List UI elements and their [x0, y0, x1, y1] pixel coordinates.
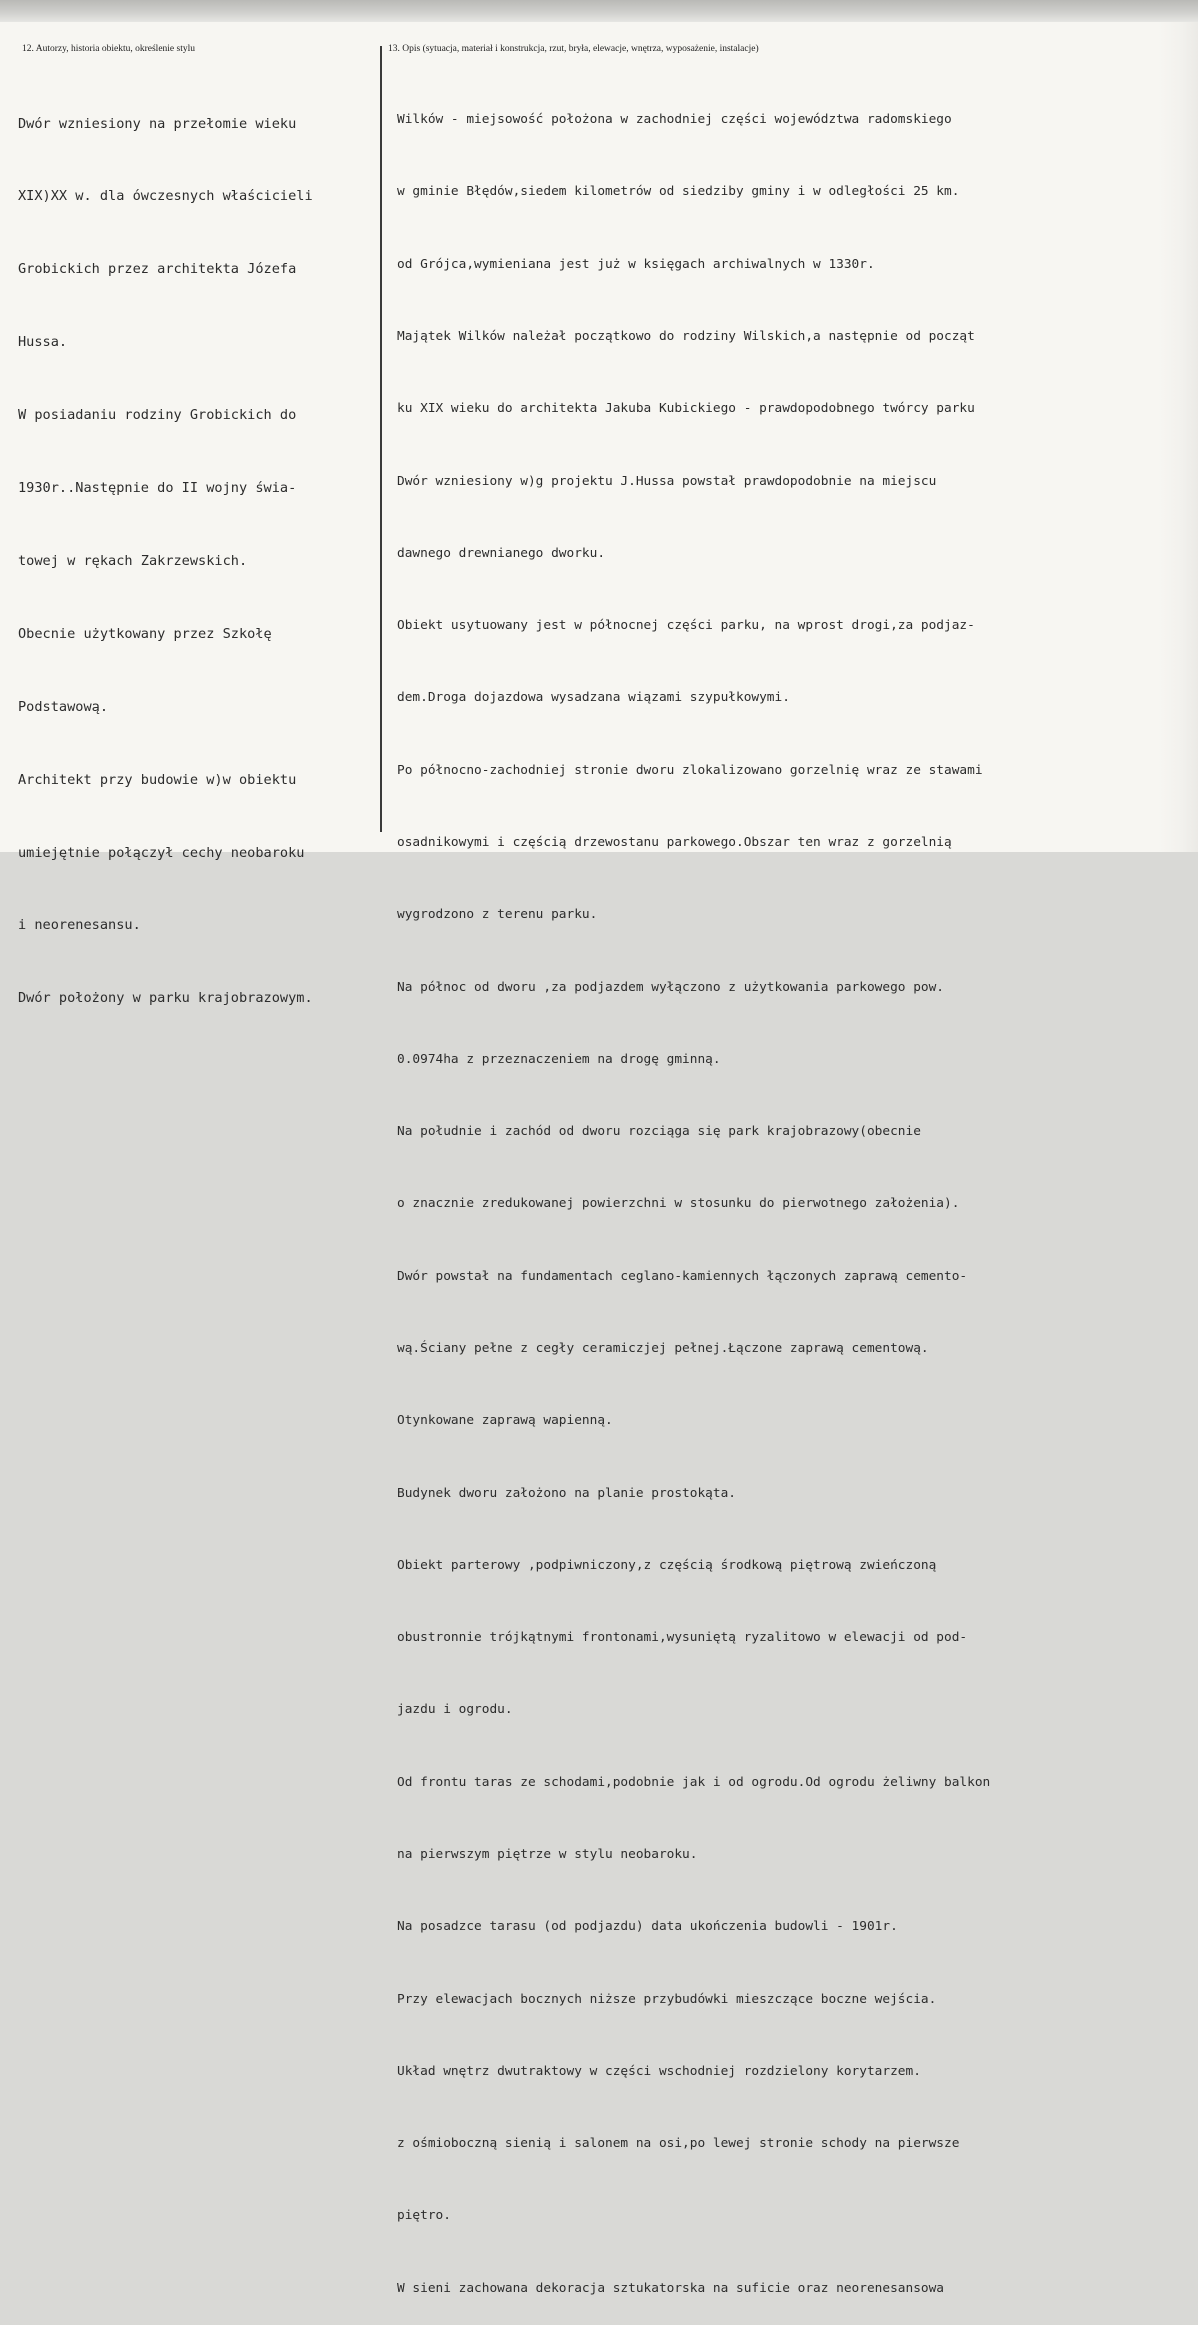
column-divider [380, 46, 382, 832]
right-column-text [397, 60, 990, 2325]
text-line: od Grójca,wymieniana jest już w księgach archiwalnych w 1330r. [397, 256, 875, 272]
text-line: 1930r..Następnie do II wojny świa- [18, 480, 297, 497]
text-line: dem.Droga dojazdowa wysadzana wiązami szypułkowymi. [397, 690, 790, 706]
text-line: Podstawową. [18, 698, 109, 715]
text-line: Dwór powstał na fundamentach ceglano-kamiennych łączonych zaprawą cemento- [397, 1268, 968, 1284]
text-line: Obiekt parterowy ,podpiwniczony,z częścią środkową piętrową zwieńczoną [397, 1557, 937, 1573]
left-column-text [18, 63, 313, 1035]
text-line: Od frontu taras ze schodami,podobnie jak i od ogrodu.Od ogrodu żeliwny balkon [397, 1774, 991, 1790]
text-line: Hussa. [18, 334, 68, 351]
scan-top-border [0, 0, 1198, 22]
text-line: Dwór wzniesiony w)g projektu J.Hussa powstał prawdopodobnie na miejscu [397, 473, 937, 489]
text-line: 0.0974ha z przeznaczeniem na drogę gminną. [397, 1051, 721, 1067]
text-line: W posiadaniu rodziny Grobickich do [18, 407, 297, 424]
text-line: Obecnie użytkowany przez Szkołę [18, 625, 272, 642]
text-line: Otynkowane zaprawą wapienną. [397, 1413, 613, 1429]
text-line: Przy elewacjach bocznych niższe przybudówki mieszczące boczne wejścia. [397, 1991, 937, 2007]
text-line: ku XIX wieku do architekta Jakuba Kubickiego - prawdopodobnego twórcy parku [397, 401, 975, 417]
text-line: Majątek Wilków należał początkowo do rodziny Wilskich,a następnie od począt [397, 329, 975, 345]
text-line: Po północno-zachodniej stronie dworu zlokalizowano gorzelnię wraz ze stawami [397, 762, 983, 778]
text-line: piętro. [397, 2208, 451, 2224]
text-line: Wilków - miejsowość położona w zachodniej części województwa radomskiego [397, 112, 952, 128]
text-line: obustronnie trójkątnymi frontonami,wysuniętą ryzalitowo w elewacji od pod- [397, 1630, 968, 1646]
text-line: Obiekt usytuowany jest w północnej części parku, na wprost drogi,za podjaz- [397, 618, 975, 634]
text-line: osadnikowymi i częścią drzewostanu parkowego.Obszar ten wraz z gorzelnią [397, 835, 952, 850]
text-line: Na posadzce tarasu (od podjazdu) data ukończenia budowli - 1901r. [397, 1919, 898, 1935]
text-line: W sieni zachowana dekoracja sztukatorska na suficie oraz neorenesansowa [397, 2280, 945, 2296]
text-line: Architekt przy budowie w)w obiektu [18, 771, 297, 788]
text-line: Na południe i zachód od dworu rozciąga się park krajobrazowy(obecnie [397, 1124, 921, 1140]
card-right-edge [1158, 22, 1198, 852]
text-line: wą.Ściany pełne z cegły ceramiczjej pełnej.Łączone zaprawą cementową. [397, 1340, 929, 1356]
text-line: Na północ od dworu ,za podjazdem wyłączono z użytkowania parkowego pow. [397, 979, 945, 995]
text-line: o znacznie zredukowanej powierzchni w stosunku do pierwotnego założenia). [397, 1196, 960, 1212]
left-column-heading: 12. Autorzy, historia obiektu, określenie stylu [22, 44, 195, 54]
text-line: z ośmioboczną sienią i salonem na osi,po lewej stronie schody na pierwsze [397, 2136, 960, 2152]
text-line: Grobickich przez architekta Józefa [18, 261, 297, 278]
text-line: Dwór położony w parku krajobrazowym. [18, 990, 313, 1007]
text-line: dawnego drewnianego dworku. [397, 545, 606, 561]
text-line: Dwór wzniesiony na przełomie wieku [18, 115, 297, 132]
right-column-heading: 13. Opis (sytuacja, materiał i konstrukcja, rzut, bryła, elewacje, wnętrza, wyposażenie, instalacje) [388, 44, 759, 54]
text-line: Układ wnętrz dwutraktowy w części wschodniej rozdzielony korytarzem. [397, 2063, 921, 2079]
text-line: wygrodzono z terenu parku. [397, 907, 598, 923]
text-line: na pierwszym piętrze w stylu neobaroku. [397, 1846, 698, 1862]
text-line: XIX)XX w. dla ówczesnych właścicieli [18, 188, 313, 205]
text-line: i neorenesansu. [18, 917, 141, 934]
text-line: Budynek dworu założono na planie prostokąta. [397, 1485, 736, 1501]
text-line: umiejętnie połączył cechy neobaroku [18, 844, 305, 861]
text-line: w gminie Błędów,siedem kilometrów od siedziby gminy i w odległości 25 km. [397, 184, 960, 200]
text-line: jazdu i ogrodu. [397, 1702, 513, 1718]
text-line: towej w rękach Zakrzewskich. [18, 552, 248, 569]
